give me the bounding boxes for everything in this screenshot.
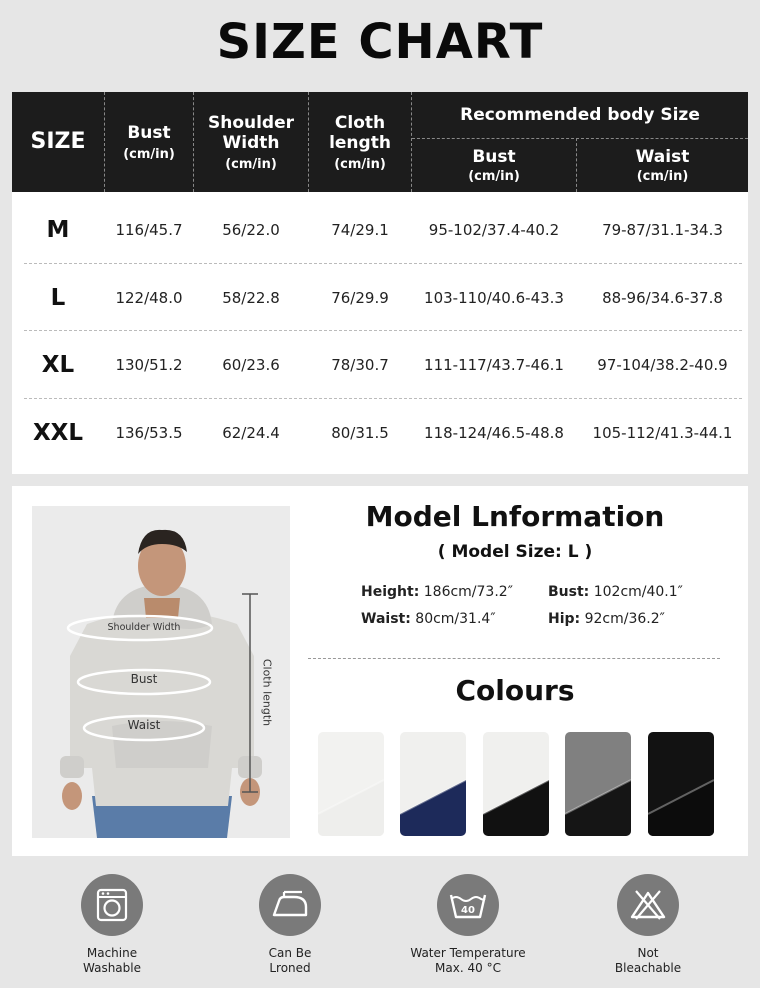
care-label <box>215 946 365 976</box>
header-cloth <box>309 92 411 192</box>
care-label-line2: Washable <box>83 961 141 975</box>
cloth-length-label: Cloth length <box>260 658 274 727</box>
colour-swatch-white[interactable] <box>318 732 384 836</box>
header-cloth-label: Cloth length <box>329 112 391 153</box>
header-rec-waist-unit: (cm/in) <box>636 168 689 184</box>
cell-size: L <box>50 285 66 311</box>
header-bust <box>105 92 193 192</box>
size-table <box>12 92 748 474</box>
cell-shoulder: 58/22.8 <box>222 289 280 307</box>
cell-rec-bust: 118-124/46.5-48.8 <box>424 424 564 442</box>
page-title: SIZE CHART <box>216 14 544 70</box>
care-label-line2: Lroned <box>269 961 311 975</box>
header-rec-bust-label: Bust <box>472 146 516 167</box>
cell-cloth: 74/29.1 <box>331 221 389 239</box>
care-not-bleachable <box>573 874 723 976</box>
header-recommended-label: Recommended body Size <box>460 105 700 125</box>
section-divider <box>308 658 720 659</box>
table-header <box>12 92 748 192</box>
cell-cloth: 76/29.9 <box>331 289 389 307</box>
cell-rec-waist: 79-87/31.1-34.3 <box>602 221 723 239</box>
colour-swatch-white-black[interactable] <box>483 732 549 836</box>
care-label-line1: Not <box>637 946 659 960</box>
model-waist <box>361 611 496 627</box>
bust-spec-label: Bust: <box>548 584 590 600</box>
care-water-temperature <box>393 874 543 976</box>
header-rec-waist <box>577 138 748 192</box>
care-can-be-ironed <box>215 874 365 976</box>
table-row <box>12 196 748 264</box>
cell-cloth: 78/30.7 <box>331 356 389 374</box>
colour-swatch-grey-black[interactable] <box>565 732 631 836</box>
care-machine-washable <box>37 874 187 976</box>
header-bust-unit: (cm/in) <box>123 146 175 162</box>
care-label-line1: Machine <box>86 946 138 960</box>
care-label-line1: Can Be <box>268 946 312 960</box>
header-shoulder-label: Shoulder Width <box>207 112 295 153</box>
cell-shoulder: 56/22.0 <box>222 221 280 239</box>
height-value: 186cm/73.2″ <box>423 584 513 600</box>
header-rec-bust <box>412 138 576 192</box>
cell-bust: 136/53.5 <box>115 424 183 442</box>
no-bleach-icon <box>617 874 679 936</box>
iron-icon <box>259 874 321 936</box>
care-label-line2: Max. 40 °C <box>435 961 501 975</box>
height-label: Height: <box>361 584 420 600</box>
header-cloth-unit: (cm/in) <box>334 156 386 172</box>
cell-size: M <box>46 217 70 243</box>
model-hip <box>548 611 665 627</box>
cell-rec-bust: 111-117/43.7-46.1 <box>424 356 564 374</box>
cell-bust: 116/45.7 <box>115 221 183 239</box>
bust-label: Bust <box>130 672 158 686</box>
care-label-line1: Water Temperature <box>410 946 526 960</box>
waist-value: 80cm/31.4″ <box>415 611 496 627</box>
cell-shoulder: 60/23.6 <box>222 356 280 374</box>
bust-value: 102cm/40.1″ <box>593 584 683 600</box>
cell-bust: 122/48.0 <box>115 289 183 307</box>
cell-rec-waist: 97-104/38.2-40.9 <box>597 356 728 374</box>
header-size <box>12 92 104 192</box>
model-info-title: Model Lnformation <box>365 500 665 533</box>
model-size: ( Model Size: L ) <box>437 542 593 562</box>
header-rec-waist-label: Waist <box>635 146 690 167</box>
cell-cloth: 80/31.5 <box>331 424 389 442</box>
cell-shoulder: 62/24.4 <box>222 424 280 442</box>
cell-size: XXL <box>32 420 84 446</box>
washing-machine-icon <box>81 874 143 936</box>
header-recommended <box>412 92 748 138</box>
colour-swatch-black[interactable] <box>648 732 714 836</box>
model-bust <box>548 584 683 600</box>
temperature-badge: 40 <box>461 905 475 916</box>
header-shoulder-unit: (cm/in) <box>225 156 277 172</box>
hip-label: Hip: <box>548 611 581 627</box>
cell-bust: 130/51.2 <box>115 356 183 374</box>
cell-rec-waist: 105-112/41.3-44.1 <box>592 424 733 442</box>
model-panel <box>12 486 748 856</box>
wash-temperature-icon <box>437 874 499 936</box>
hip-value: 92cm/36.2″ <box>584 611 665 627</box>
header-bust-label: Bust <box>127 122 171 143</box>
cell-size: XL <box>41 352 75 378</box>
table-row <box>12 399 748 467</box>
cell-rec-waist: 88-96/34.6-37.8 <box>602 289 723 307</box>
header-shoulder <box>194 92 308 192</box>
colours-title: Colours <box>455 674 575 707</box>
cell-rec-bust: 95-102/37.4-40.2 <box>428 221 560 239</box>
model-height <box>361 584 513 600</box>
cell-rec-bust: 103-110/40.6-43.3 <box>424 289 564 307</box>
waist-spec-label: Waist: <box>361 611 411 627</box>
care-label-line2: Bleachable <box>614 961 682 975</box>
table-row <box>12 264 748 332</box>
care-label <box>393 946 543 976</box>
care-label <box>573 946 723 976</box>
waist-label: Waist <box>127 718 161 732</box>
shoulder-width-label: Shoulder Width <box>107 622 181 633</box>
table-row <box>12 331 748 399</box>
header-rec-bust-unit: (cm/in) <box>468 168 520 184</box>
header-size-label: SIZE <box>30 129 86 154</box>
care-label <box>37 946 187 976</box>
model-photo <box>32 506 290 838</box>
colour-swatch-white-navy[interactable] <box>400 732 466 836</box>
